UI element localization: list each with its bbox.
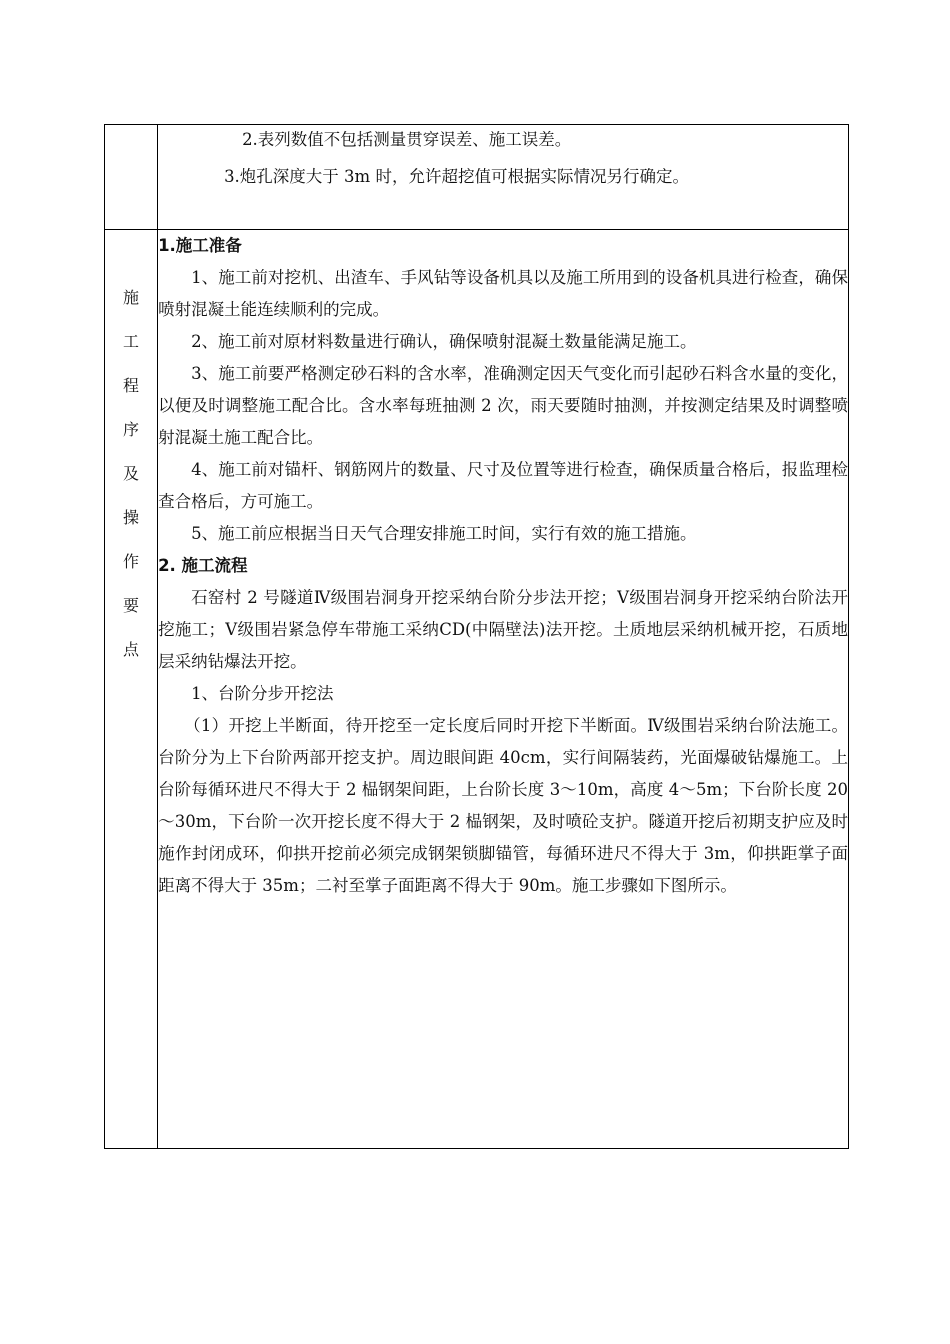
side-label-cell [105,230,158,1149]
side-label-char: 操 [123,508,140,527]
note-line-3: 3.炮孔深度大于 3m 时，允许超挖值可根据实际情况另行确定。 [224,167,689,186]
construction-procedure-table [104,124,849,1149]
preparation-item: 2、施工前对原材料数量进行确认，确保喷射混凝土数量能满足施工。 [191,332,697,351]
section-heading-preparation: 1.施工准备 [158,236,242,255]
preparation-item: 1、施工前对挖机、出渣车、手风钻等设备机具以及施工所用到的设备机具进行检查，确保喷射混凝土能连续顺利的完成。 [158,268,848,319]
notes-row [105,125,849,230]
section-heading-process: 2. 施工流程 [158,556,248,575]
side-label-char: 程 [123,376,140,395]
notes-cell [158,125,849,230]
side-label-char: 点 [123,640,140,659]
notes-label-cell [105,125,158,230]
process-detail: （1）开挖上半断面，待开挖至一定长度后同时开挖下半断面。Ⅳ级围岩采纳台阶法施工。台阶分为上下台阶两部开挖支护。周边眼间距 40cm，实行间隔装药，光面爆破钻爆施工。上台阶每循环进尺不得大于 2 榀钢架间距，上台阶长度 3～10m，高度 4～5m；下台阶长度 20～30m，下台阶一次开挖长度不得大于 2 榀钢架，及时喷砼支护。隧道开挖后初期支护应及时施作封闭成环，仰拱开挖前必须完成钢架锁脚锚管，每循环进尺不得大于 3m，仰拱距掌子面距离不得大于 35m；二衬至掌子面距离不得大于 90m。施工步骤如下图所示。 [158,716,848,895]
side-label-char: 施 [123,288,140,307]
side-label-char: 作 [123,552,140,571]
process-sub-heading: 1、台阶分步开挖法 [191,684,334,703]
side-label-char: 要 [123,596,140,615]
procedure-content-cell [158,230,849,1149]
vertical-side-label [105,230,157,672]
side-label-char: 序 [123,420,140,439]
note-line-2: 2.表列数值不包括测量贯穿误差、施工误差。 [242,130,572,149]
procedure-row [105,230,849,1149]
process-intro: 石窑村 2 号隧道Ⅳ级围岩洞身开挖采纳台阶分步法开挖；Ⅴ级围岩洞身开挖采纳台阶法开挖施工；Ⅴ级围岩紧急停车带施工采纳CD(中隔壁法)法开挖。土质地层采纳机械开挖，石质地层采纳钻爆法开挖。 [158,588,848,671]
side-label-char: 及 [123,464,140,483]
preparation-item: 5、施工前应根据当日天气合理安排施工时间，实行有效的施工措施。 [191,524,697,543]
preparation-item: 3、施工前要严格测定砂石料的含水率，准确测定因天气变化而引起砂石料含水量的变化，以便及时调整施工配合比。含水率每班抽测 2 次，雨天要随时抽测，并按测定结果及时调整喷射混凝土施工配合比。 [158,364,848,447]
preparation-item: 4、施工前对锚杆、钢筋网片的数量、尺寸及位置等进行检查，确保质量合格后，报监理检查合格后，方可施工。 [158,460,848,511]
side-label-char: 工 [123,332,140,351]
